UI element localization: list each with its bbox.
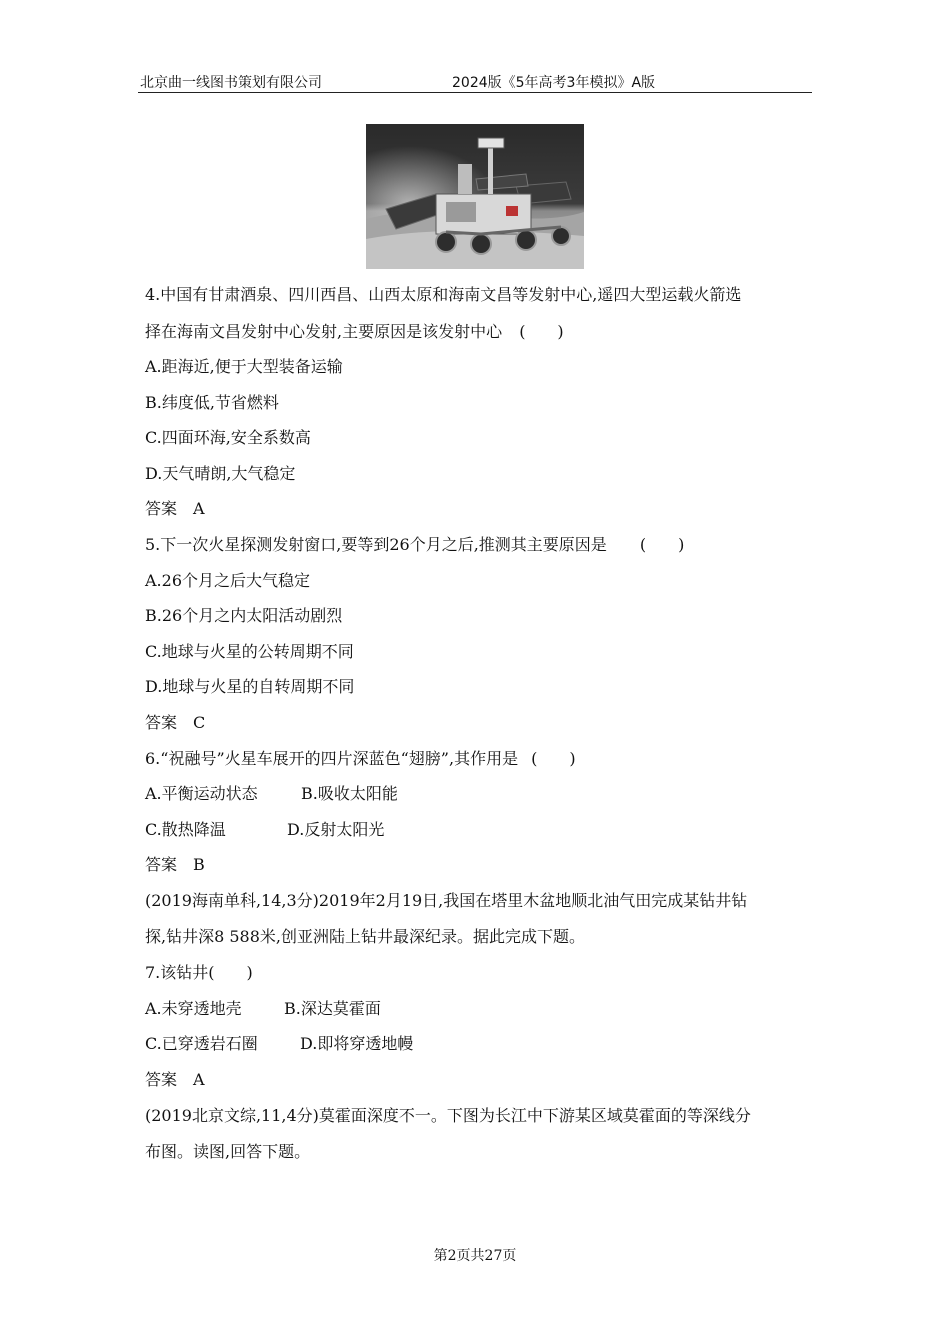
q7-option-a: A.未穿透地壳 bbox=[145, 999, 242, 1018]
page-header bbox=[138, 72, 812, 93]
q4-stem-line2-text: 择在海南文昌发射中心发射,主要原因是该发射中心 bbox=[145, 322, 503, 341]
q6-stem bbox=[145, 749, 576, 769]
q5-option-b: B.26个月之内太阳活动剧烈 bbox=[145, 606, 343, 625]
q5-option-a: A.26个月之后大气稳定 bbox=[145, 571, 311, 590]
q5-option-d: D.地球与火星的自转周期不同 bbox=[145, 677, 355, 696]
q5-answer: 答案 C bbox=[145, 713, 206, 732]
q4-option-b: B.纬度低,节省燃料 bbox=[145, 393, 279, 412]
q4-answer-paren: ( ) bbox=[519, 322, 564, 341]
q6-option-b: B.吸收太阳能 bbox=[301, 784, 398, 803]
q6-option-c: C.散热降温 bbox=[145, 820, 226, 839]
q7-option-b: B.深达莫霍面 bbox=[284, 999, 381, 1018]
publisher-name: 北京曲一线图书策划有限公司 bbox=[140, 75, 322, 91]
q7-options-row1 bbox=[145, 999, 381, 1019]
q4-stem-line2 bbox=[145, 322, 564, 342]
q5-stem bbox=[145, 535, 684, 555]
mars-rover-photo bbox=[366, 124, 584, 269]
q7-option-c: C.已穿透岩石圈 bbox=[145, 1034, 258, 1053]
q7-option-d: D.即将穿透地幔 bbox=[300, 1034, 414, 1053]
q6-stem-text: 6.“祝融号”火星车展开的四片深蓝色“翅膀”,其作用是 bbox=[145, 749, 519, 768]
q6-options-row2 bbox=[145, 820, 385, 840]
q4-option-a: A.距海近,便于大型装备运输 bbox=[145, 357, 343, 376]
q6-answer-paren: ( ) bbox=[531, 749, 576, 768]
q4-stem-line1: 4.中国有甘肃酒泉、四川西昌、山西太原和海南文昌等发射中心,遥四大型运载火箭选 bbox=[145, 285, 742, 304]
q4-option-d: D.天气晴朗,大气稳定 bbox=[145, 464, 296, 483]
q7-answer: 答案 A bbox=[145, 1070, 205, 1089]
intro2-line1: (2019北京文综,11,4分)莫霍面深度不一。下图为长江中下游某区域莫霍面的等深线分 bbox=[145, 1106, 751, 1125]
q4-option-c: C.四面环海,安全系数高 bbox=[145, 428, 311, 447]
q6-option-d: D.反射太阳光 bbox=[287, 820, 385, 839]
q5-option-c: C.地球与火星的公转周期不同 bbox=[145, 642, 354, 661]
intro2-line2: 布图。读图,回答下题。 bbox=[145, 1142, 311, 1161]
q7-stem: 7.该钻井( ) bbox=[145, 963, 253, 982]
q7-options-row2 bbox=[145, 1034, 414, 1054]
q5-stem-text: 5.下一次火星探测发射窗口,要等到26个月之后,推测其主要原因是 bbox=[145, 535, 607, 554]
q6-answer: 答案 B bbox=[145, 855, 205, 874]
q4-answer: 答案 A bbox=[145, 499, 205, 518]
book-title: 2024版《5年高考3年模拟》A版 bbox=[452, 75, 656, 91]
intro1-line1: (2019海南单科,14,3分)2019年2月19日,我国在塔里木盆地顺北油气田完成某钻井钻 bbox=[145, 891, 748, 910]
page-number: 第2页共27页 bbox=[433, 1248, 517, 1264]
q6-option-a: A.平衡运动状态 bbox=[145, 784, 258, 803]
q6-options-row1 bbox=[145, 784, 398, 804]
q5-answer-paren: ( ) bbox=[639, 535, 685, 554]
intro1-line2: 探,钻井深8 588米,创亚洲陆上钻井最深纪录。据此完成下题。 bbox=[145, 927, 585, 946]
